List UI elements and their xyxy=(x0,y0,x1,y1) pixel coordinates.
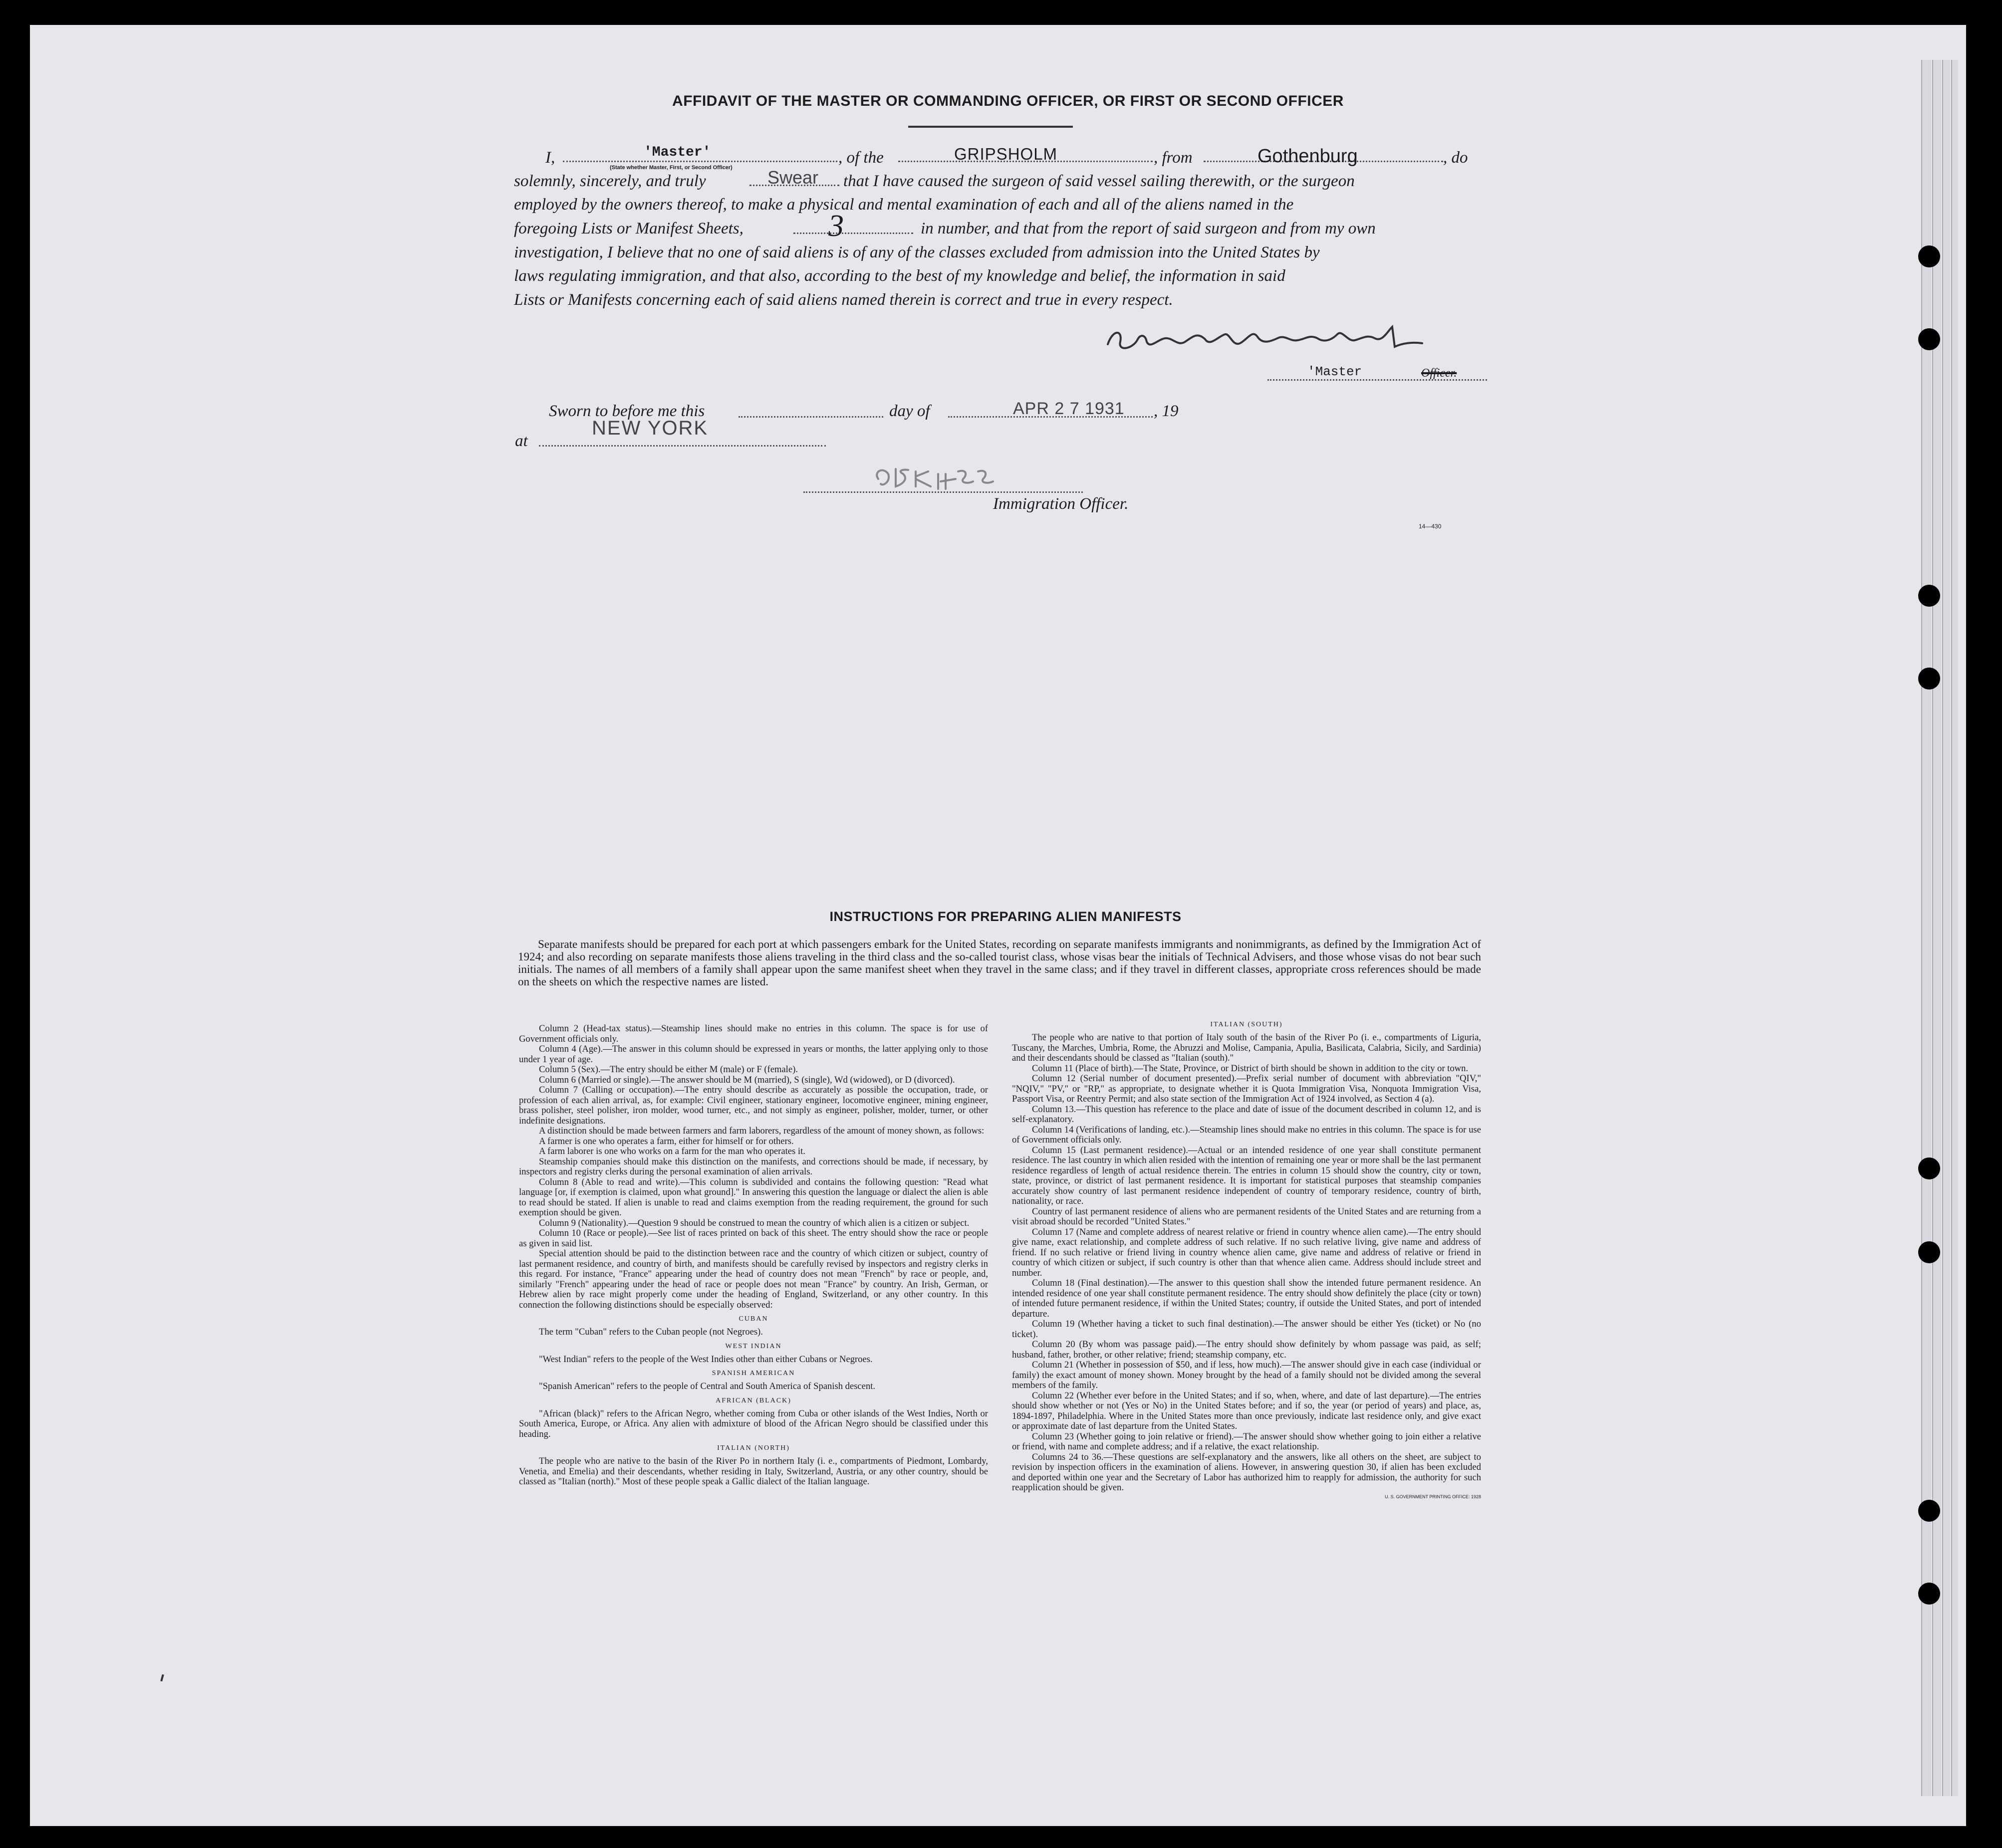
binder-hole-icon xyxy=(1918,668,1940,690)
binder-hole-icon xyxy=(1918,585,1940,607)
page-edge xyxy=(1951,60,1958,1796)
place-line xyxy=(539,445,826,447)
year-prefix: , 19 xyxy=(1154,402,1179,420)
of-the-label: , of the xyxy=(838,149,884,167)
form-number: 14—430 xyxy=(1419,523,1442,530)
page-edge xyxy=(1942,60,1950,1796)
instruction-paragraph: Column 9 (Nationality).—Question 9 should be construed to mean the country of which alien is a citizen or subject. xyxy=(539,1217,970,1228)
affidavit-line-7: Lists or Manifests concerning each of said aliens named therein is correct and true in every respect. xyxy=(514,291,1173,309)
instructions-right-column xyxy=(1012,1021,1481,1499)
affidavit-line-2b: that I have caused the surgeon of said vessel sailing therewith, or the surgeon xyxy=(843,172,1355,190)
immigration-officer-label: Immigration Officer. xyxy=(993,495,1129,513)
instruction-paragraph: Column 18 (Final destination).—The answer to this question shall show the intended future permanent residence. An intended residence of one year shall constitute permanent residence. The entry should show definitely the place (city or town) of intended future permanent residence, if within the United States; country, if outside the United States, and port of intended departure. xyxy=(1012,1278,1481,1319)
date-stamp: APR 2 7 1931 xyxy=(1013,399,1125,418)
affidavit-line-4b: in number, and that from the report of said surgeon and from my own xyxy=(921,220,1376,237)
title-rule xyxy=(908,126,1073,128)
sheet-count-line xyxy=(793,232,913,234)
immigration-officer-line xyxy=(803,491,1083,493)
page-edge xyxy=(1921,60,1931,1796)
instruction-paragraph: Country of last permanent residence of aliens who are permanent residents of the United States and are returning from a visit abroad should be recorded "United States." xyxy=(1012,1206,1481,1227)
affidavit-title: AFFIDAVIT OF THE MASTER OR COMMANDING OFFICER, OR FIRST OR SECOND OFFICER xyxy=(672,93,1344,109)
instruction-paragraph: Column 10 (Race or people).—See list of races printed on back of this sheet. The entry should show the race or people as given in said list. xyxy=(519,1228,988,1249)
instruction-paragraph: Column 2 (Head-tax status).—Steamship lines should make no entries in this column. The space is for use of Government officials only. xyxy=(519,1023,988,1044)
instruction-paragraph: Columns 24 to 36.—These questions are self-explanatory and the answers, like all others on the sheet, are subject to revision by inspection officers in the examination of aliens. However, in answering question 30, if alien has been excluded and deported within one year and the Secretary of Labor has authorized him to reapply for admission, the authority for such reapplication should be given. xyxy=(1012,1451,1481,1493)
instruction-paragraph: Column 11 (Place of birth).—The State, Province, or District of birth should be shown in addition to the city or town. xyxy=(1032,1063,1469,1074)
sworn-label: Sworn to before me this xyxy=(549,402,705,420)
day-of-label: day of xyxy=(889,402,930,420)
from-label: , from xyxy=(1154,149,1193,167)
affiant-prefix: I, xyxy=(545,149,555,167)
place-stamp: NEW YORK xyxy=(592,417,709,439)
instruction-paragraph: Column 21 (Whether in possession of $50, and if less, how much).—The answer should give in each case (individual or family) the exact amount of money shown. Money brought by the head of a family should not be divided among the several members of the family. xyxy=(1012,1360,1481,1390)
binder-hole-icon xyxy=(1918,328,1940,350)
instruction-paragraph: "African (black)" refers to the African Negro, whether coming from Cuba or other islands of the West Indies, North or South America, Europe, or Africa. Any alien with admixture of blood of the African Negro should be classified under this heading. xyxy=(519,1408,988,1439)
master-signature xyxy=(1103,319,1452,359)
sheet-count: 3 xyxy=(828,209,844,243)
oath-value: Swear xyxy=(767,167,819,188)
binder-hole-icon xyxy=(1918,1583,1940,1605)
instruction-paragraph: Column 22 (Whether ever before in the United States; and if so, when, where, and date of last departure).—The entries should show whether or not (Yes or No) in the United States before; and if so, the year (or period of years) and place, as, 1894-1897, Philadelphia. Where in the United States more than once previously, indicate last residence only, and give exact or approximate date of last departure from the United States. xyxy=(1012,1390,1481,1431)
instruction-paragraph: Column 4 (Age).—The answer in this column should be expressed in years or months, the latter applying only to those under 1 year of age. xyxy=(519,1044,988,1065)
section-heading: ITALIAN (SOUTH) xyxy=(1210,1021,1283,1028)
instruction-paragraph: Column 6 (Married or single).—The answer should be M (married), S (single), Wd (widowed), or D (divorced). xyxy=(539,1074,955,1085)
instruction-paragraph: The term "Cuban" refers to the Cuban people (not Negroes). xyxy=(539,1327,763,1337)
section-heading: SPANISH AMERICAN xyxy=(712,1370,795,1377)
instruction-paragraph: A farmer is one who operates a farm, either for himself or for others. xyxy=(539,1136,794,1147)
instruction-paragraph: Column 17 (Name and complete address of nearest relative or friend in country whence alien came).—The entry should give name, exact relationship, and complete address of such relative. If no such relative living, give name and address of friend. If no such relative or friend living in country whence alien came, give name and address of relative or friend in country of which citizen or subject, if such country is other than that whence alien came. Address should include street and number. xyxy=(1012,1226,1481,1278)
binder-hole-icon xyxy=(1918,1241,1940,1263)
signature-rank: 'Master xyxy=(1307,364,1362,379)
instruction-paragraph: Column 13.—This question has reference to the place and date of issue of the document described in column 12, and is self-explanatory. xyxy=(1012,1104,1481,1125)
instruction-paragraph: "West Indian" refers to the people of the West Indies other than either Cubans or Negroes. xyxy=(539,1354,873,1365)
instruction-paragraph: Column 19 (Whether having a ticket to such final destination).—The answer should be either Yes (ticket) or No (no ticket). xyxy=(1012,1319,1481,1340)
instruction-paragraph: A farm laborer is one who works on a farm for the man who operates it. xyxy=(539,1146,805,1156)
sworn-day-line xyxy=(739,416,883,418)
immigration-officer-signature xyxy=(868,459,1068,494)
instruction-paragraph: Steamship companies should make this distinction on the manifests, and corrections should be made, if necessary, by inspectors and registry clerks during the personal examination of alien arrivals. xyxy=(519,1156,988,1177)
affidavit-line-3: employed by the owners thereof, to make a physical and mental examination of each and all of the aliens named in the xyxy=(514,196,1294,214)
affidavit-line-2a: solemnly, sincerely, and truly xyxy=(514,172,706,190)
port-name: Gothenburg xyxy=(1257,146,1358,167)
instruction-paragraph: Column 5 (Sex).—The entry should be either M (male) or F (female). xyxy=(539,1064,798,1075)
instructions-intro: Separate manifests should be prepared for each port at which passengers embark for the United States, recording on separate manifests immigrants and nonimmigrants, as defined by the Immigration Act of 1924; and also recording on separate manifests those aliens traveling in the third class and the so-called tourist class, whose visas bear the initials of Technical Advisers, and those whose visas do not bear such initials. The names of all members of a family shall appear upon the same manifest sheet when they travel in the same class; and if they travel in different classes, appropriate cross references should be made on the sheets on which the respective names are listed. xyxy=(518,938,1481,988)
affidavit-line-4a: foregoing Lists or Manifest Sheets, xyxy=(514,220,744,237)
affidavit-line-6: laws regulating immigration, and that also, according to the best of my knowledge and belief, the information in said xyxy=(514,267,1285,285)
instructions-left-column xyxy=(519,1024,988,1487)
at-label: at xyxy=(515,432,528,450)
do-label: , do xyxy=(1443,149,1468,167)
instruction-paragraph: "Spanish American" refers to the people of Central and South America of Spanish descent. xyxy=(539,1381,876,1391)
section-heading: AFRICAN (BLACK) xyxy=(716,1396,791,1404)
instruction-paragraph: A distinction should be made between farmers and farm laborers, regardless of the amount of money shown, as follows: xyxy=(539,1126,985,1136)
instruction-paragraph: Column 14 (Verifications of landing, etc.).—Steamship lines should make no entries in this column. The space is for use of Government officials only. xyxy=(1012,1124,1481,1145)
instructions-title: INSTRUCTIONS FOR PREPARING ALIEN MANIFESTS xyxy=(829,909,1182,924)
binder-hole-icon xyxy=(1918,245,1940,267)
page-edge xyxy=(1932,60,1941,1796)
section-heading: WEST INDIAN xyxy=(725,1342,782,1350)
instruction-paragraph: Column 23 (Whether going to join relative or friend).—The answer should show whether going to join either a relative or friend, with name and complete address; and if a relative, the exact relationship. xyxy=(1012,1431,1481,1452)
instruction-paragraph: Column 7 (Calling or occupation).—The entry should describe as accurately as possible the occupation, trade, or profession of each alien arrival, as, for example: Civil engineer, stationary engineer, locomotive engineer, mining engineer, brass polisher, steel polisher, iron molder, wood turner, etc., and not simply as engineer, polisher, molder, turner, or other indefinite designations. xyxy=(519,1085,988,1126)
section-heading: CUBAN xyxy=(739,1315,768,1323)
rank-note: (State whether Master, First, or Second Officer) xyxy=(610,165,733,171)
binder-hole-icon xyxy=(1918,1500,1940,1522)
instruction-paragraph: Column 15 (Last permanent residence).—Actual or an intended residence of one year shall constitute permanent residence. The last country in which alien resided with the intention of remaining one year or more shall be the last permanent residence regardless of length of actual residence therein. The entries in column 15 should show the country, city or town, state, province, or district of last permanent residence. It is important for statistical purposes that steamship companies accurately show country of last permanent residence independent of country of temporary residence, country of birth, nationality, or race. xyxy=(1012,1145,1481,1206)
officer-label: Officer. xyxy=(1421,367,1457,380)
section-heading: ITALIAN (NORTH) xyxy=(717,1444,790,1452)
instruction-paragraph: The people who are native to the basin of the River Po in northern Italy (i. e., compartments of Piedmont, Lombardy, Venetia, and Emelia) and their descendants, whether residing in Italy, Switzerland, Austria, or any other country, should be classed as "Italian (north)." Most of these people speak a Gallic dialect of the Italian language. xyxy=(519,1456,988,1487)
instruction-paragraph: Column 20 (By whom was passage paid).—The entry should show definitely by whom passage was paid, as self; husband, father, brother, or other relative; friend; steamship company, etc. xyxy=(1012,1339,1481,1360)
printing-office-note: U. S. GOVERNMENT PRINTING OFFICE: 1928 xyxy=(1385,1494,1481,1499)
instruction-paragraph: Column 12 (Serial number of document presented).—Prefix serial number of document with abbreviation "QIV," "NQIV," "PV," or "RP," as appropriate, to designate whether it is Quota Immigration Visa, Nonquota Immigration Visa, Passport Visa, or Reentry Permit; and also state section of the Immigration Act of 1924 involved, as Section 4 (a). xyxy=(1012,1073,1481,1104)
binder-hole-icon xyxy=(1918,1157,1940,1179)
instruction-paragraph: Column 8 (Able to read and write).—This column is subdivided and contains the following question: "Read what language [or, if exemption is claimed, upon what ground]." In answering this question the language or dialect the alien is able to read should be stated. If alien is unable to read and claims exemption from the reading requirement, the ground for such exemption should be given. xyxy=(519,1176,988,1218)
instruction-paragraph: The people who are native to that portion of Italy south of the basin of the River Po (i. e., compartments of Liguria, Tuscany, the Marches, Umbria, Rome, the Abruzzi and Molise, Campania, Apulia, Basilicata, Calabria, Sicily, and Sardinia) and their descendants should be classed as "Italian (south)." xyxy=(1012,1032,1481,1063)
instruction-paragraph: Special attention should be paid to the distinction between race and the country of which citizen or subject, country of last permanent residence, and country of birth, and manifests should be carefully revised by inspectors and registry clerks in this regard. For instance, "France" appearing under the head of country does not mean "French" by race or people, and, similarly "French" appearing under the head of race or people does not mean "France" by country. An Irish, German, or Hebrew alien by race might properly come under the heading of England, Switzerland, or any other country. In this connection the following distinctions should be especially observed: xyxy=(519,1248,988,1310)
rank-value: 'Master' xyxy=(644,145,711,160)
vessel-name: GRIPSHOLM xyxy=(954,145,1058,163)
rank-field-line xyxy=(563,161,837,162)
affidavit-line-5: investigation, I believe that no one of said aliens is of any of the classes excluded from admission into the United States by xyxy=(514,243,1320,261)
